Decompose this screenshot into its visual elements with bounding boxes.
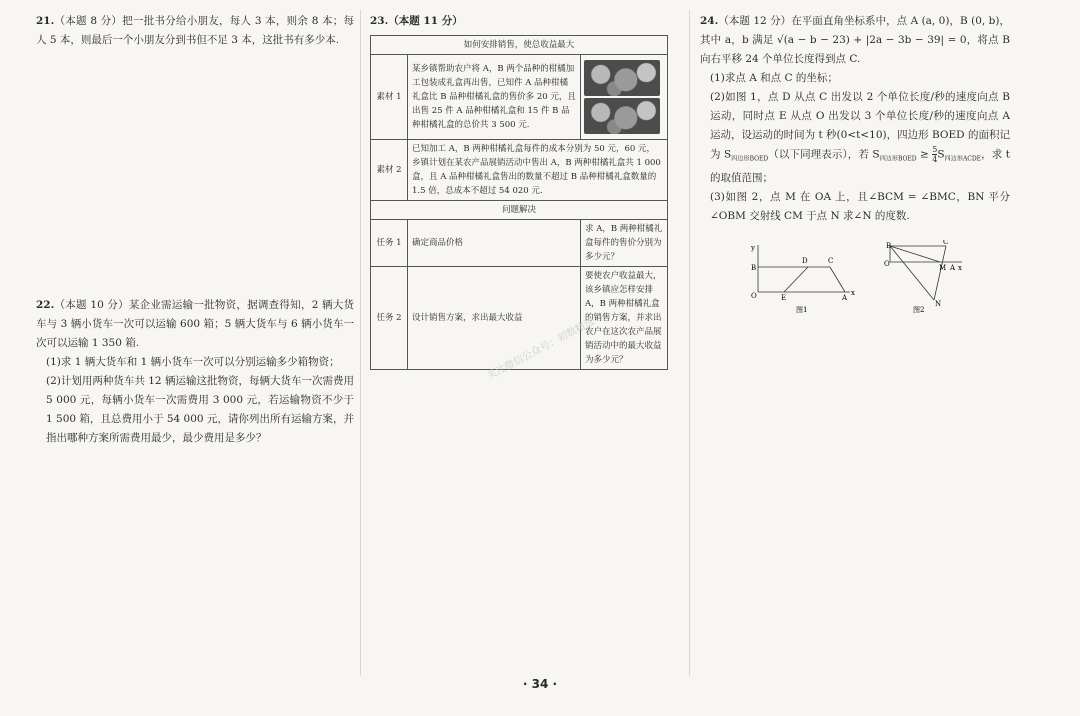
fig1-label-d: D xyxy=(802,257,808,265)
figure-2-caption: 图2 xyxy=(913,306,925,314)
question-score: （本题 8 分） xyxy=(54,15,123,27)
question-21-text xyxy=(36,12,354,50)
fraction-numerator: 5 xyxy=(932,145,938,154)
fig1-label-x: x xyxy=(851,289,855,297)
orange-photo-2 xyxy=(584,98,660,134)
area-subscript: 四边形BOED xyxy=(879,155,917,163)
task-2-name: 设计销售方案，求出最大收益 xyxy=(408,267,581,370)
area-subscript: 四边形ACDE xyxy=(944,155,982,163)
part-2-text-end: ，求 t 的取值范围； xyxy=(710,148,1010,184)
task-1-name: 确定商品价格 xyxy=(408,220,581,267)
solve-title: 问题解决 xyxy=(371,201,668,220)
page-number: · 34 · xyxy=(522,677,558,691)
table-row-material-2 xyxy=(371,140,668,201)
table-title: 如何安排销售，使总收益最大 xyxy=(371,36,668,55)
material-1-text: 某乡镇帮助农户将 A，B 两个品种的柑橘加工包装成礼盒再出售，已知件 A 品种柑橘礼盒比 B 品种柑橘礼盒的售价多 20 元，且出售 25 件 A 品种柑橘礼盒和 15 件 B 品种柑橘礼盒的总价共 3 500 元. xyxy=(408,55,581,140)
question-23-table xyxy=(370,35,668,370)
question-body: 在平面直角坐标系中，点 A (a, 0)，B (0, b)，其中 a，b 满足 √(a − b − 23) + |2a − 3b − 39| = 0，将点 B 向右平移 24 个单位长度得到点 C. xyxy=(700,15,1010,65)
question-number: 24. xyxy=(700,15,719,27)
ge-sign: ≥ xyxy=(916,148,933,161)
question-score: （本题 11 分） xyxy=(388,15,463,27)
question-number: 21. xyxy=(36,15,55,27)
material-2-text: 已知加工 A，B 两种柑橘礼盒每件的成本分别为 50 元，60 元，乡镇计划在某农产品展销活动中售出 A，B 两种柑橘礼盒共 1 000 盒，且 A 品种柑橘礼盒售出的数量不超过 B 品种柑橘礼盒数量的 1.5 倍，总成本不超过 54 020 元. xyxy=(408,140,668,201)
task-2-text: 要使农户收益最大，该乡镇应怎样安排 A，B 两种柑橘礼盒的销售方案，并求出农户在这次农产品展销活动中的最大收益为多少元？ xyxy=(581,267,668,370)
task-1-label: 任务 1 xyxy=(371,220,408,267)
fig2-label-o: O xyxy=(884,260,890,268)
question-24-part-2 xyxy=(700,88,1010,188)
fig2-label-x: x xyxy=(958,264,962,272)
task-2-label: 任务 2 xyxy=(371,267,408,370)
question-24-part-3: (3)如图 2，点 M 在 OA 上，且∠BCM = ∠BMC，BN 平分∠OBM 交射线 CM 于点 N 求∠N 的度数. xyxy=(710,190,1010,222)
orange-photo-1 xyxy=(584,60,660,96)
question-21 xyxy=(36,12,354,50)
fig1-label-e: E xyxy=(781,294,787,302)
question-23 xyxy=(370,12,682,370)
watermark: 关注微信公众号：初数精选 xyxy=(485,316,597,383)
material-1-label: 素材 1 xyxy=(371,55,408,140)
table-row-material-1 xyxy=(371,55,668,140)
question-22-part-1: (1)求 1 辆大货车和 1 辆小货车一次可以分别运输多少箱物资； xyxy=(46,356,340,368)
question-22-text xyxy=(36,296,354,353)
fig1-label-y: y xyxy=(751,244,755,252)
fraction-denominator: 4 xyxy=(932,155,938,164)
fig2-label-c: C xyxy=(943,240,949,246)
column-divider-right xyxy=(689,10,690,676)
question-number: 22. xyxy=(36,299,55,311)
question-number: 23. xyxy=(370,15,389,27)
figure-2-drawing xyxy=(884,240,962,308)
area-subscript: 四边形BOED xyxy=(731,155,769,163)
question-24-figures xyxy=(750,240,980,340)
question-body: 某企业需运输一批物资，据调查得知，2 辆大货车与 3 辆小货车一次可以运输 600 箱；5 辆大货车与 6 辆小货车一次可以运输 1 350 箱. xyxy=(36,299,354,349)
table-row-task-1 xyxy=(371,220,668,267)
question-24 xyxy=(700,12,1010,226)
question-22 xyxy=(36,296,354,448)
fig1-label-c: C xyxy=(828,257,834,265)
column-divider-left xyxy=(360,10,361,676)
question-24-part-1: (1)求点 A 和点 C 的坐标； xyxy=(710,72,838,84)
question-score: （本题 10 分） xyxy=(54,299,129,311)
question-22-part-2: (2)计划用两种货车共 12 辆运输这批物资，每辆大货车一次需费用 5 000 元，每辆小货车一次需费用 3 000 元，若运输物资不少于 1 500 箱，且总费用小于 54 000 元，请你列出所有运输方案，并指出哪种方案所需费用最少，最少费用是多少？ xyxy=(46,375,354,444)
fig2-label-b: B xyxy=(886,242,892,250)
fig2-label-a: A xyxy=(950,264,956,272)
fig1-label-o: O xyxy=(751,292,757,300)
question-body: 把一批书分给小朋友，每人 3 本，则余 8 本；每人 5 本，则最后一个小朋友分到书但不足 3 本，这批书有多少本. xyxy=(36,15,355,46)
figure-1-drawing xyxy=(750,244,855,302)
figure-1-caption: 图1 xyxy=(796,306,808,314)
question-23-heading xyxy=(370,12,682,31)
task-1-text: 求 A，B 两种柑橘礼盒每件的售价分别为多少元？ xyxy=(581,220,668,267)
area-symbol: S xyxy=(937,148,945,161)
fig1-label-a: A xyxy=(842,294,848,302)
orange-photos xyxy=(581,55,668,140)
figures-svg xyxy=(750,240,980,340)
fig2-label-n: N xyxy=(935,300,942,308)
material-2-label: 素材 2 xyxy=(371,140,408,201)
fig2-label-m: M xyxy=(939,264,947,272)
fig1-label-b: B xyxy=(751,264,757,272)
part-2-text: (2)如图 1，点 D 从点 C 出发以 2 个单位长度/秒的速度向点 B 运动，同时点 E 从点 O 出发以 3 个单位长度/秒的速度向点 A 运动，设运动的时间为 t 秒(0<t<10)，四边形 BOED 的面积记为 S xyxy=(710,91,1010,161)
question-24-intro xyxy=(700,12,1010,69)
part-2-text-mid: （以下同理表示），若 S xyxy=(768,148,880,161)
question-score: （本题 12 分） xyxy=(718,15,792,27)
